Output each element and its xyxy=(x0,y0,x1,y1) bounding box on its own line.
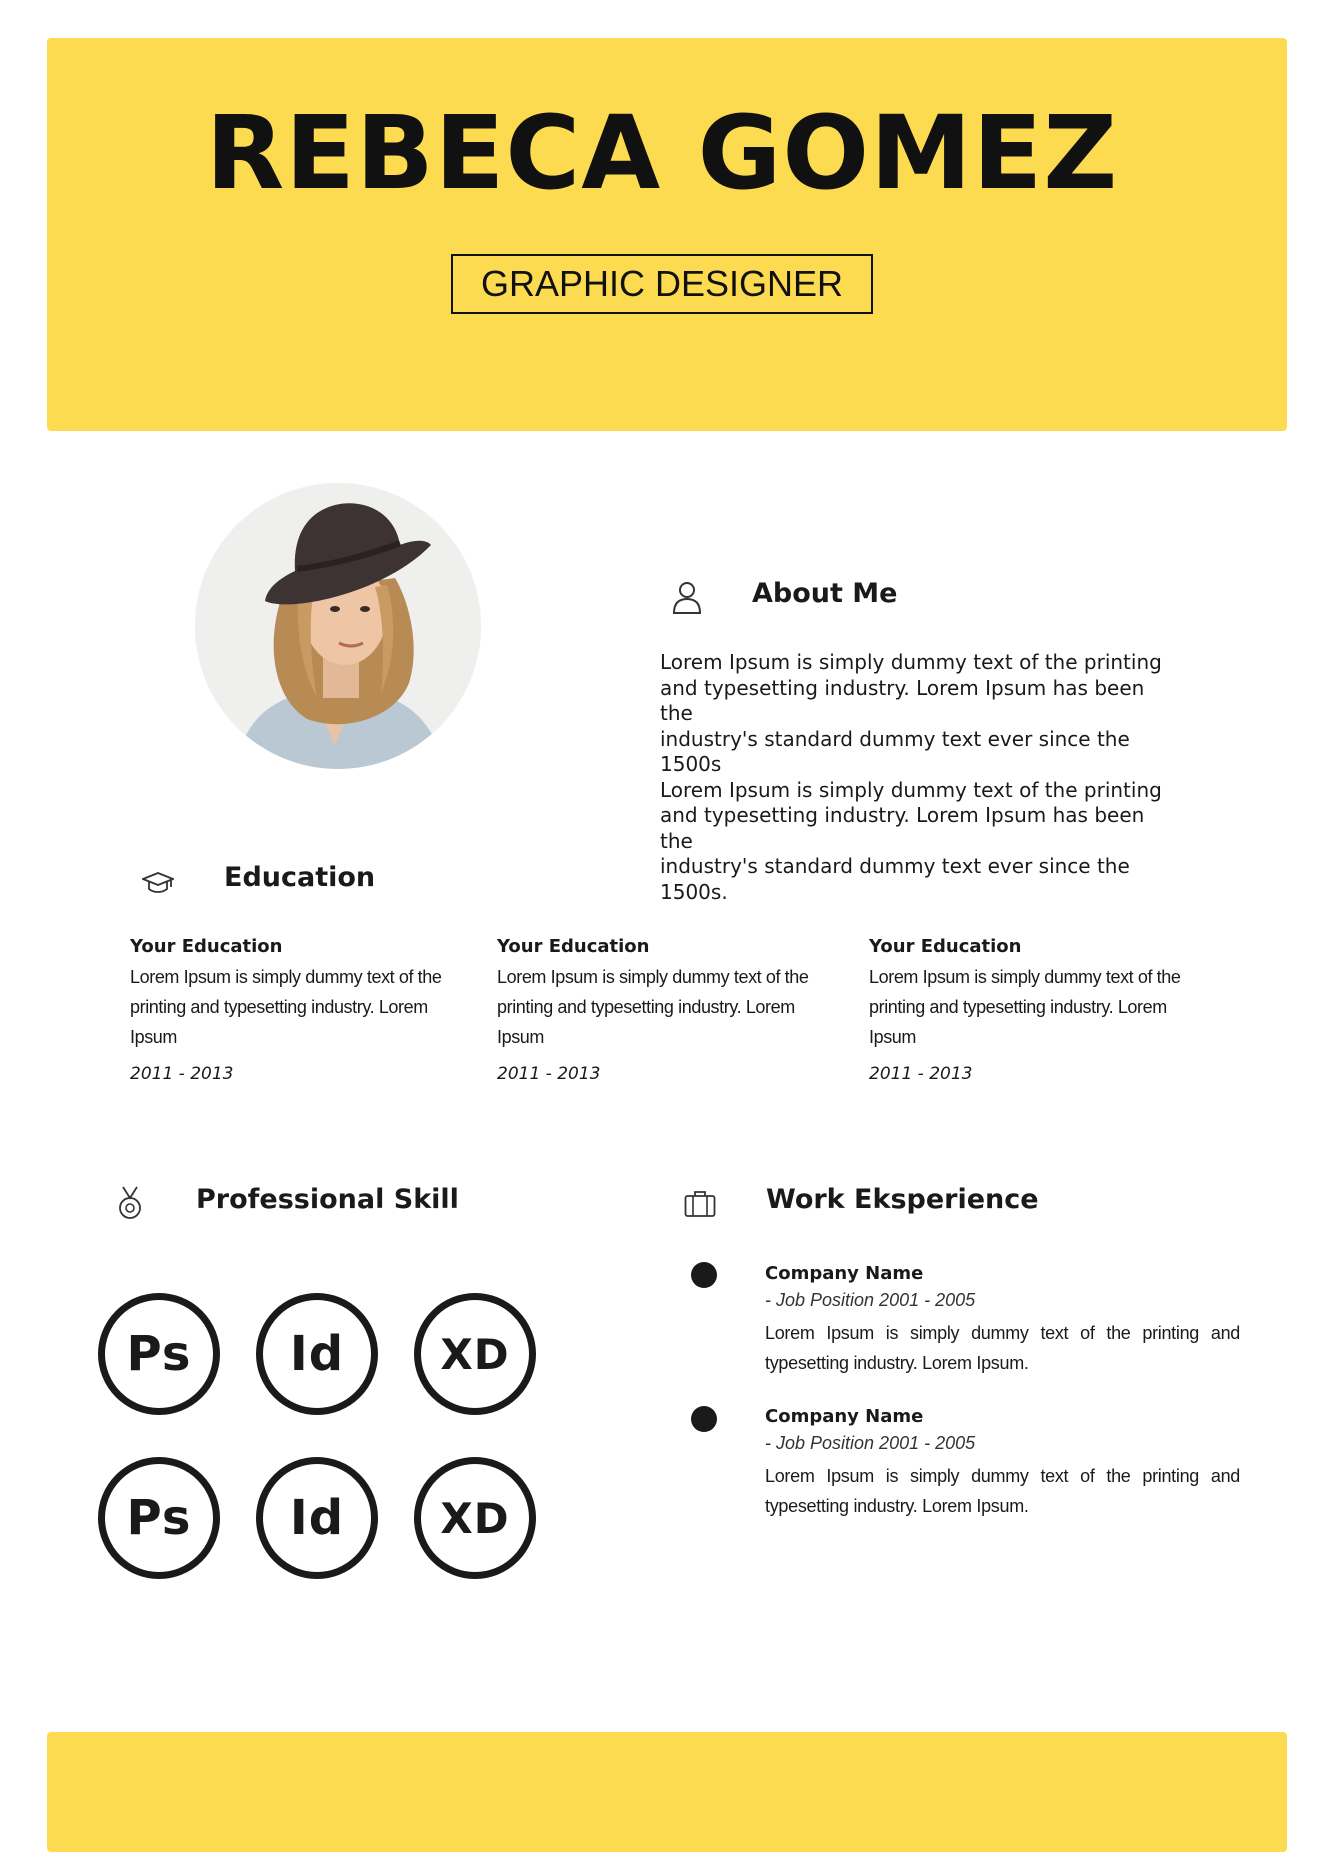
work-item-description: Lorem Ipsum is simply dummy text of the printing and typesetting industry. Lorem Ipsum. xyxy=(765,1323,1240,1373)
timeline-dot xyxy=(691,1262,717,1288)
education-item-title: Your Education xyxy=(497,936,650,957)
work-item-description: Lorem Ipsum is simply dummy text of the printing and typesetting industry. Lorem Ipsum. xyxy=(765,1466,1240,1516)
footer-banner xyxy=(47,1732,1287,1852)
graduation-cap-icon xyxy=(142,871,174,895)
work-title: Work Eksperience xyxy=(766,1184,1039,1215)
skill-badge-indesign: Id xyxy=(256,1457,378,1579)
education-item-title: Your Education xyxy=(130,936,283,957)
education-title: Education xyxy=(224,862,376,893)
work-item-position: - Job Position 2001 - 2005 xyxy=(765,1290,976,1310)
medal-icon xyxy=(118,1186,142,1220)
skill-badge-photoshop: Ps xyxy=(98,1293,220,1415)
work-item-position: - Job Position 2001 - 2005 xyxy=(765,1433,976,1453)
profile-photo xyxy=(195,483,481,769)
education-item-years: 2011 - 2013 xyxy=(869,1064,973,1084)
education-item xyxy=(869,934,1209,1084)
education-item-description: Lorem Ipsum is simply dummy text of the printing and typesetting industry. Lorem Ipsum xyxy=(869,967,1181,1047)
work-item xyxy=(765,1405,1240,1521)
work-item-company: Company Name xyxy=(765,1263,924,1284)
education-item-description: Lorem Ipsum is simply dummy text of the printing and typesetting industry. Lorem Ipsum xyxy=(497,967,809,1047)
briefcase-icon xyxy=(684,1190,716,1218)
about-title: About Me xyxy=(752,578,898,609)
education-item-years: 2011 - 2013 xyxy=(130,1064,234,1084)
education-item-years: 2011 - 2013 xyxy=(497,1064,601,1084)
skill-badge-indesign: Id xyxy=(256,1293,378,1415)
work-item xyxy=(765,1262,1240,1378)
job-title-box xyxy=(451,254,873,314)
skill-badge-photoshop: Ps xyxy=(98,1457,220,1579)
profile-photo-illustration xyxy=(195,483,481,769)
education-item xyxy=(497,934,837,1084)
skill-badge-xd: XD xyxy=(414,1293,536,1415)
education-item-description: Lorem Ipsum is simply dummy text of the printing and typesetting industry. Lorem Ipsum xyxy=(130,967,442,1047)
candidate-name: REBECA GOMEZ xyxy=(205,94,1119,213)
education-item xyxy=(130,934,470,1084)
work-item-company: Company Name xyxy=(765,1406,924,1427)
person-icon xyxy=(672,580,702,614)
skill-badge-xd: XD xyxy=(414,1457,536,1579)
skills-title: Professional Skill xyxy=(196,1184,459,1215)
timeline-dot xyxy=(691,1406,717,1432)
about-text: Lorem Ipsum is simply dummy text of the printing and typesetting industry. Lorem Ipsum has been the industry's standard dummy text ever since the 1500s Lorem Ipsum is simply dummy text of the printing and typesetting industry. Lorem Ipsum has been the industry's standard dummy text ever since the 1500s. xyxy=(660,650,1162,904)
education-item-title: Your Education xyxy=(869,936,1022,957)
job-title: GRAPHIC DESIGNER xyxy=(480,263,844,304)
